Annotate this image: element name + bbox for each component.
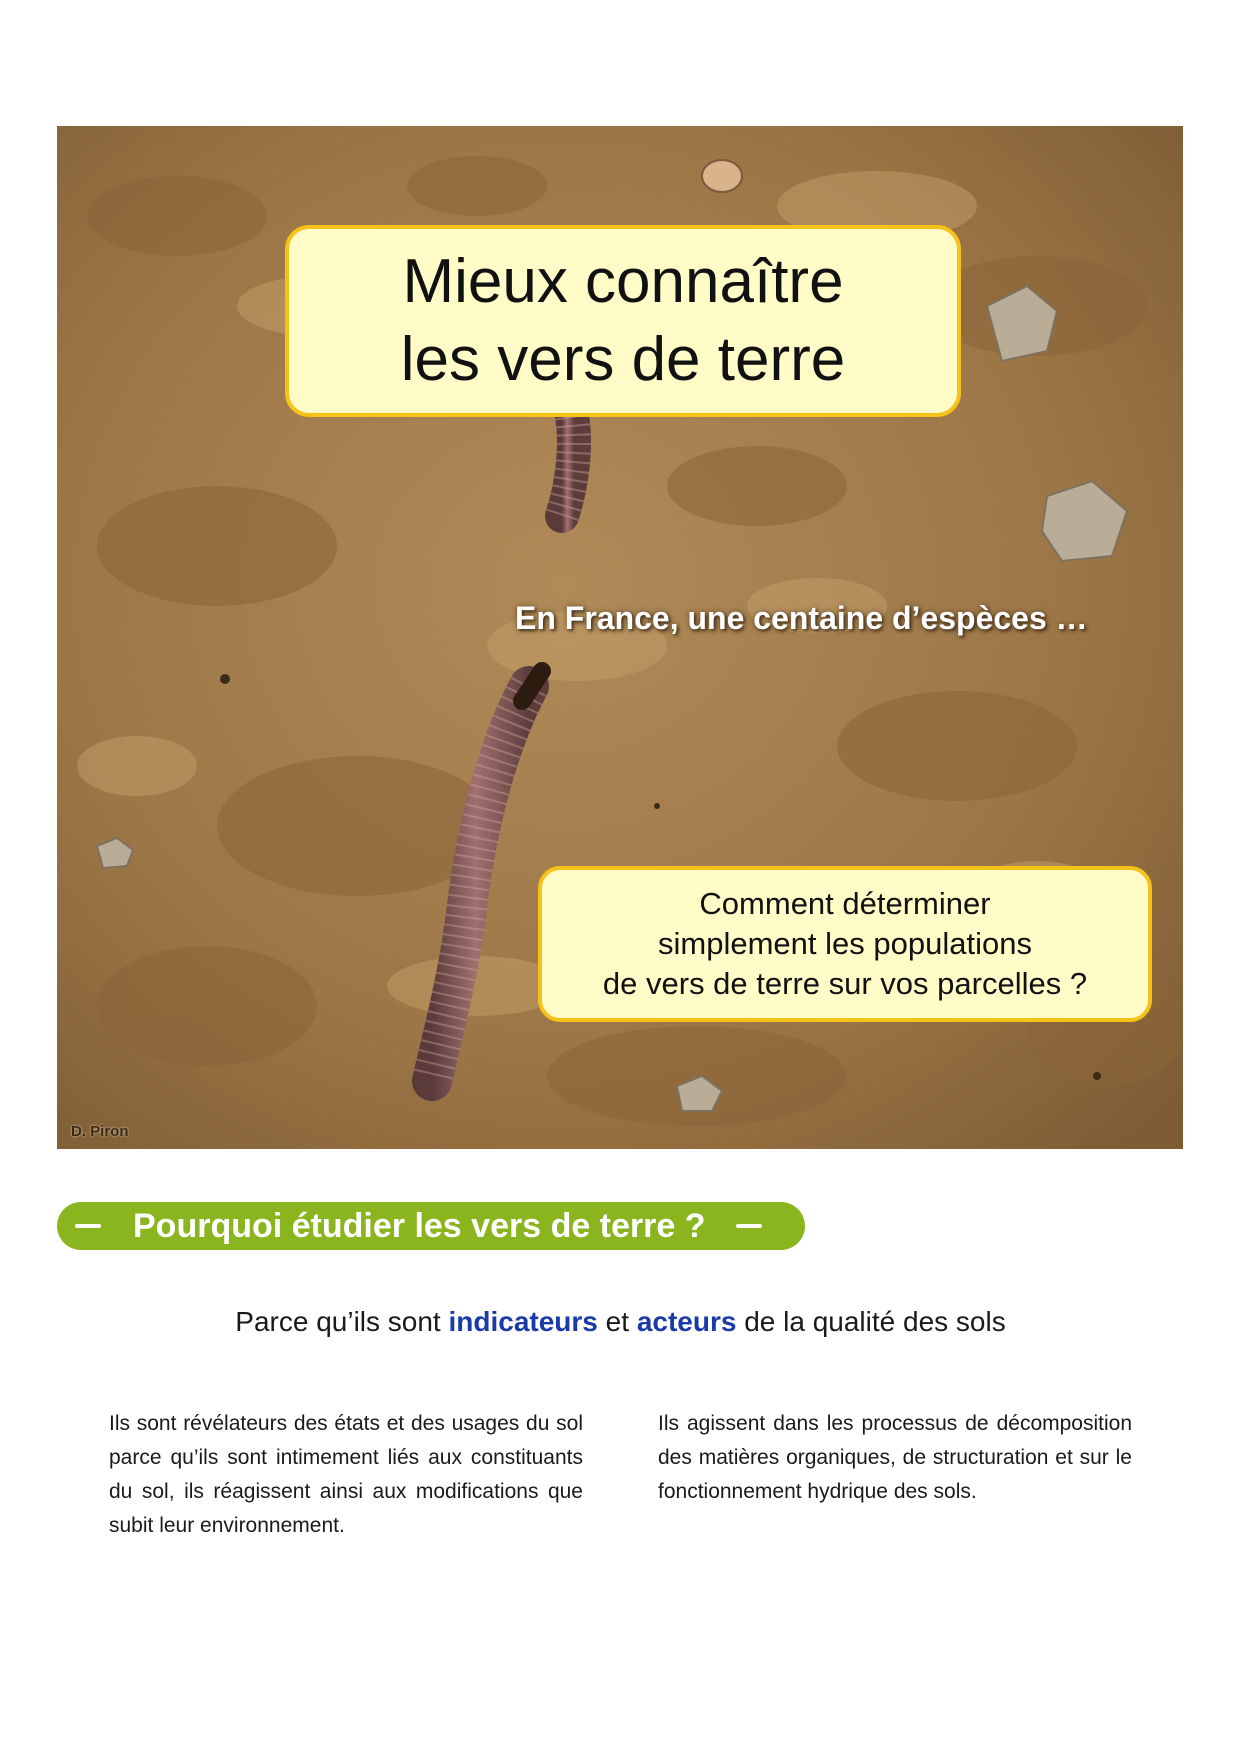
subtitle-highlight-indicateurs: indicateurs <box>448 1306 598 1337</box>
title-callout <box>285 225 961 417</box>
dash-icon <box>736 1224 762 1228</box>
subtitle-text-after: de la qualité des sols <box>736 1306 1006 1337</box>
page-title-line-2: les vers de terre <box>400 325 846 394</box>
dash-icon <box>75 1224 101 1228</box>
right-column-paragraph: Ils agissent dans les processus de décomposition des matières organiques, de structuration et sur le fonctionnement hydrique des sols. <box>658 1412 1132 1503</box>
subtitle <box>0 1306 1241 1338</box>
subtitle-text-middle: et <box>597 1306 637 1337</box>
subtitle-text-before: Parce qu’ils sont <box>235 1306 449 1337</box>
species-caption: En France, une centaine d’espèces … <box>515 600 1088 636</box>
question-line-2: simplement les populations <box>658 926 1032 961</box>
question-callout <box>538 866 1152 1022</box>
question-line-3: de vers de terre sur vos parcelles ? <box>602 966 1088 1001</box>
photo-credit: D. Piron <box>71 1123 129 1140</box>
hero-photo <box>57 126 1183 1149</box>
section-title: Pourquoi étudier les vers de terre ? <box>133 1206 706 1245</box>
question-line-1: Comment déterminer <box>699 886 991 921</box>
upper-worm-illustration <box>562 416 574 516</box>
page-title-line-1: Mieux connaître <box>402 247 844 316</box>
left-column-paragraph: Ils sont révélateurs des états et des usages du sol parce qu’ils sont intimement liés aux constituants du sol, ils réagissent ainsi aux modifications que subit leur environnement. <box>109 1412 583 1537</box>
subtitle-highlight-acteurs: acteurs <box>636 1306 737 1337</box>
section-banner <box>57 1202 805 1250</box>
